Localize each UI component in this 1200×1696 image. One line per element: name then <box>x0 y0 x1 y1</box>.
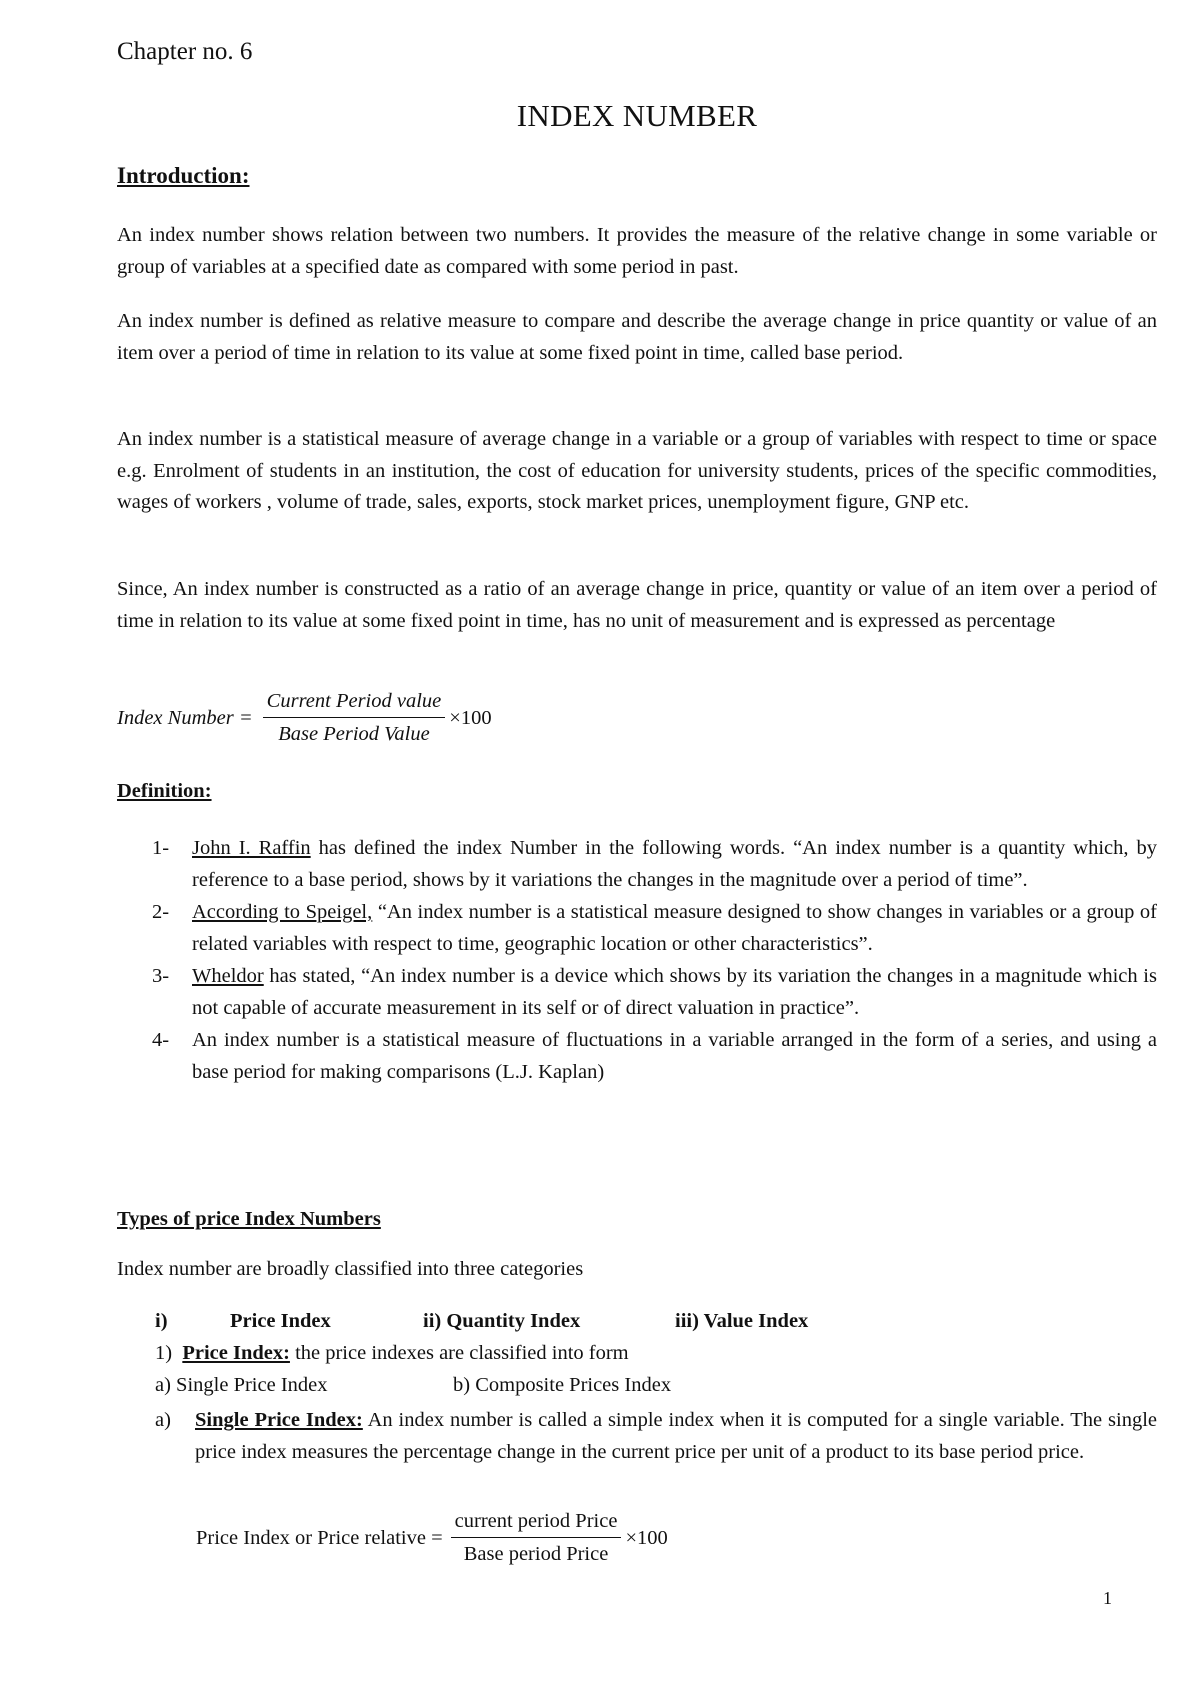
types-heading: Types of price Index Numbers <box>117 1208 381 1230</box>
formula2-multiplier: ×100 <box>625 1526 668 1549</box>
single-price-index-text: An index number is called a simple index when it is computed for a single variable. The single price index measures the percentage change in the current price per unit of a product to its base period price. <box>195 1409 1157 1463</box>
price-index-label: Price Index: <box>182 1342 290 1364</box>
intro-paragraph-2: An index number is defined as relative measure to compare and describe the average change in price quantity or value of an item over a period of time in relation to its value at some fixed point in time, called base period. <box>117 310 1157 364</box>
definition-item <box>152 833 1157 896</box>
definition-number: 4- <box>152 1029 170 1051</box>
definition-text: An index number is a statistical measure of fluctuations in a variable arranged in the form of a series, and using a base period for making comparisons (L.J. Kaplan) <box>192 1029 1157 1083</box>
definition-item <box>152 961 1157 1024</box>
definition-text: “An index number is a statistical measure designed to show changes in variables or a group of related variables with respect to time, geographic location or other characteristics”. <box>192 901 1158 955</box>
index-number-formula <box>117 690 492 746</box>
definition-list <box>152 833 1157 1089</box>
category-numeral: i) <box>155 1310 168 1332</box>
subtype-composite: b) Composite Prices Index <box>453 1374 672 1396</box>
definition-author: John I. Raffin <box>192 837 311 859</box>
definition-heading: Definition: <box>117 780 212 802</box>
subtype-single: a) Single Price Index <box>155 1374 328 1396</box>
categories-intro: Index number are broadly classified into three categories <box>117 1258 584 1280</box>
formula-numerator: Current Period value <box>263 690 446 718</box>
definition-author: Wheldor <box>192 965 264 987</box>
price-index-number: 1) <box>155 1342 173 1364</box>
price-index-text: the price indexes are classified into form <box>289 1342 629 1364</box>
introduction-heading: Introduction: <box>117 163 250 188</box>
definition-item <box>152 897 1157 960</box>
formula-lhs: Index Number = <box>117 706 253 729</box>
definition-author: According to Speigel, <box>192 901 373 923</box>
definition-number: 2- <box>152 901 170 923</box>
single-price-index-item <box>155 1405 1157 1468</box>
intro-paragraph-1: An index number shows relation between two numbers. It provides the measure of the relative change in some variable or group of variables at a specified date as compared with some period in past. <box>117 224 1157 278</box>
category-price-index: Price Index <box>230 1310 331 1332</box>
formula2-lhs: Price Index or Price relative = <box>196 1526 443 1549</box>
formula2-denominator: Base period Price <box>463 1543 609 1565</box>
formula-multiplier: ×100 <box>449 706 492 729</box>
chapter-label: Chapter no. 6 <box>117 38 253 65</box>
single-price-index-number: a) <box>155 1409 171 1431</box>
intro-paragraph-4: Since, An index number is constructed as a ratio of an average change in price, quantity or value of an item over a period of time in relation to its value at some fixed point in time, has no unit of measurement and is expressed as percentage <box>117 578 1157 632</box>
definition-text: has defined the index Number in the following words. “An index number is a quantity which, by reference to a base period, shows by it variations the changes in the magnitude over a period of time”. <box>192 837 1157 891</box>
intro-paragraph-3: An index number is a statistical measure of average change in a variable or a group of variables with respect to time or space e.g. Enrolment of students in an institution, the cost of education for university students, prices of the specific commodities, wages of workers , volume of trade, sales, exports, stock market prices, unemployment figure, GNP etc. <box>117 428 1157 513</box>
definition-text: has stated, “An index number is a device which shows by its variation the changes in a magnitude which is not capable of accurate measurement in its self or of direct valuation in practice”. <box>192 965 1157 1019</box>
price-relative-formula <box>196 1510 668 1566</box>
formula-denominator: Base Period Value <box>278 723 430 745</box>
formula2-fraction <box>451 1510 622 1566</box>
definition-number: 1- <box>152 837 170 859</box>
subtypes-line <box>155 1374 672 1397</box>
page-number: 1 <box>1103 1588 1112 1608</box>
page-title: INDEX NUMBER <box>516 98 758 133</box>
formula-fraction <box>263 690 446 746</box>
price-index-line <box>155 1342 629 1365</box>
definition-number: 3- <box>152 965 170 987</box>
single-price-index-label: Single Price Index: <box>195 1409 363 1431</box>
formula2-numerator: current period Price <box>451 1510 622 1538</box>
definition-item <box>152 1025 1157 1088</box>
category-value-index: iii) Value Index <box>675 1310 809 1332</box>
category-quantity-index: ii) Quantity Index <box>423 1310 581 1332</box>
